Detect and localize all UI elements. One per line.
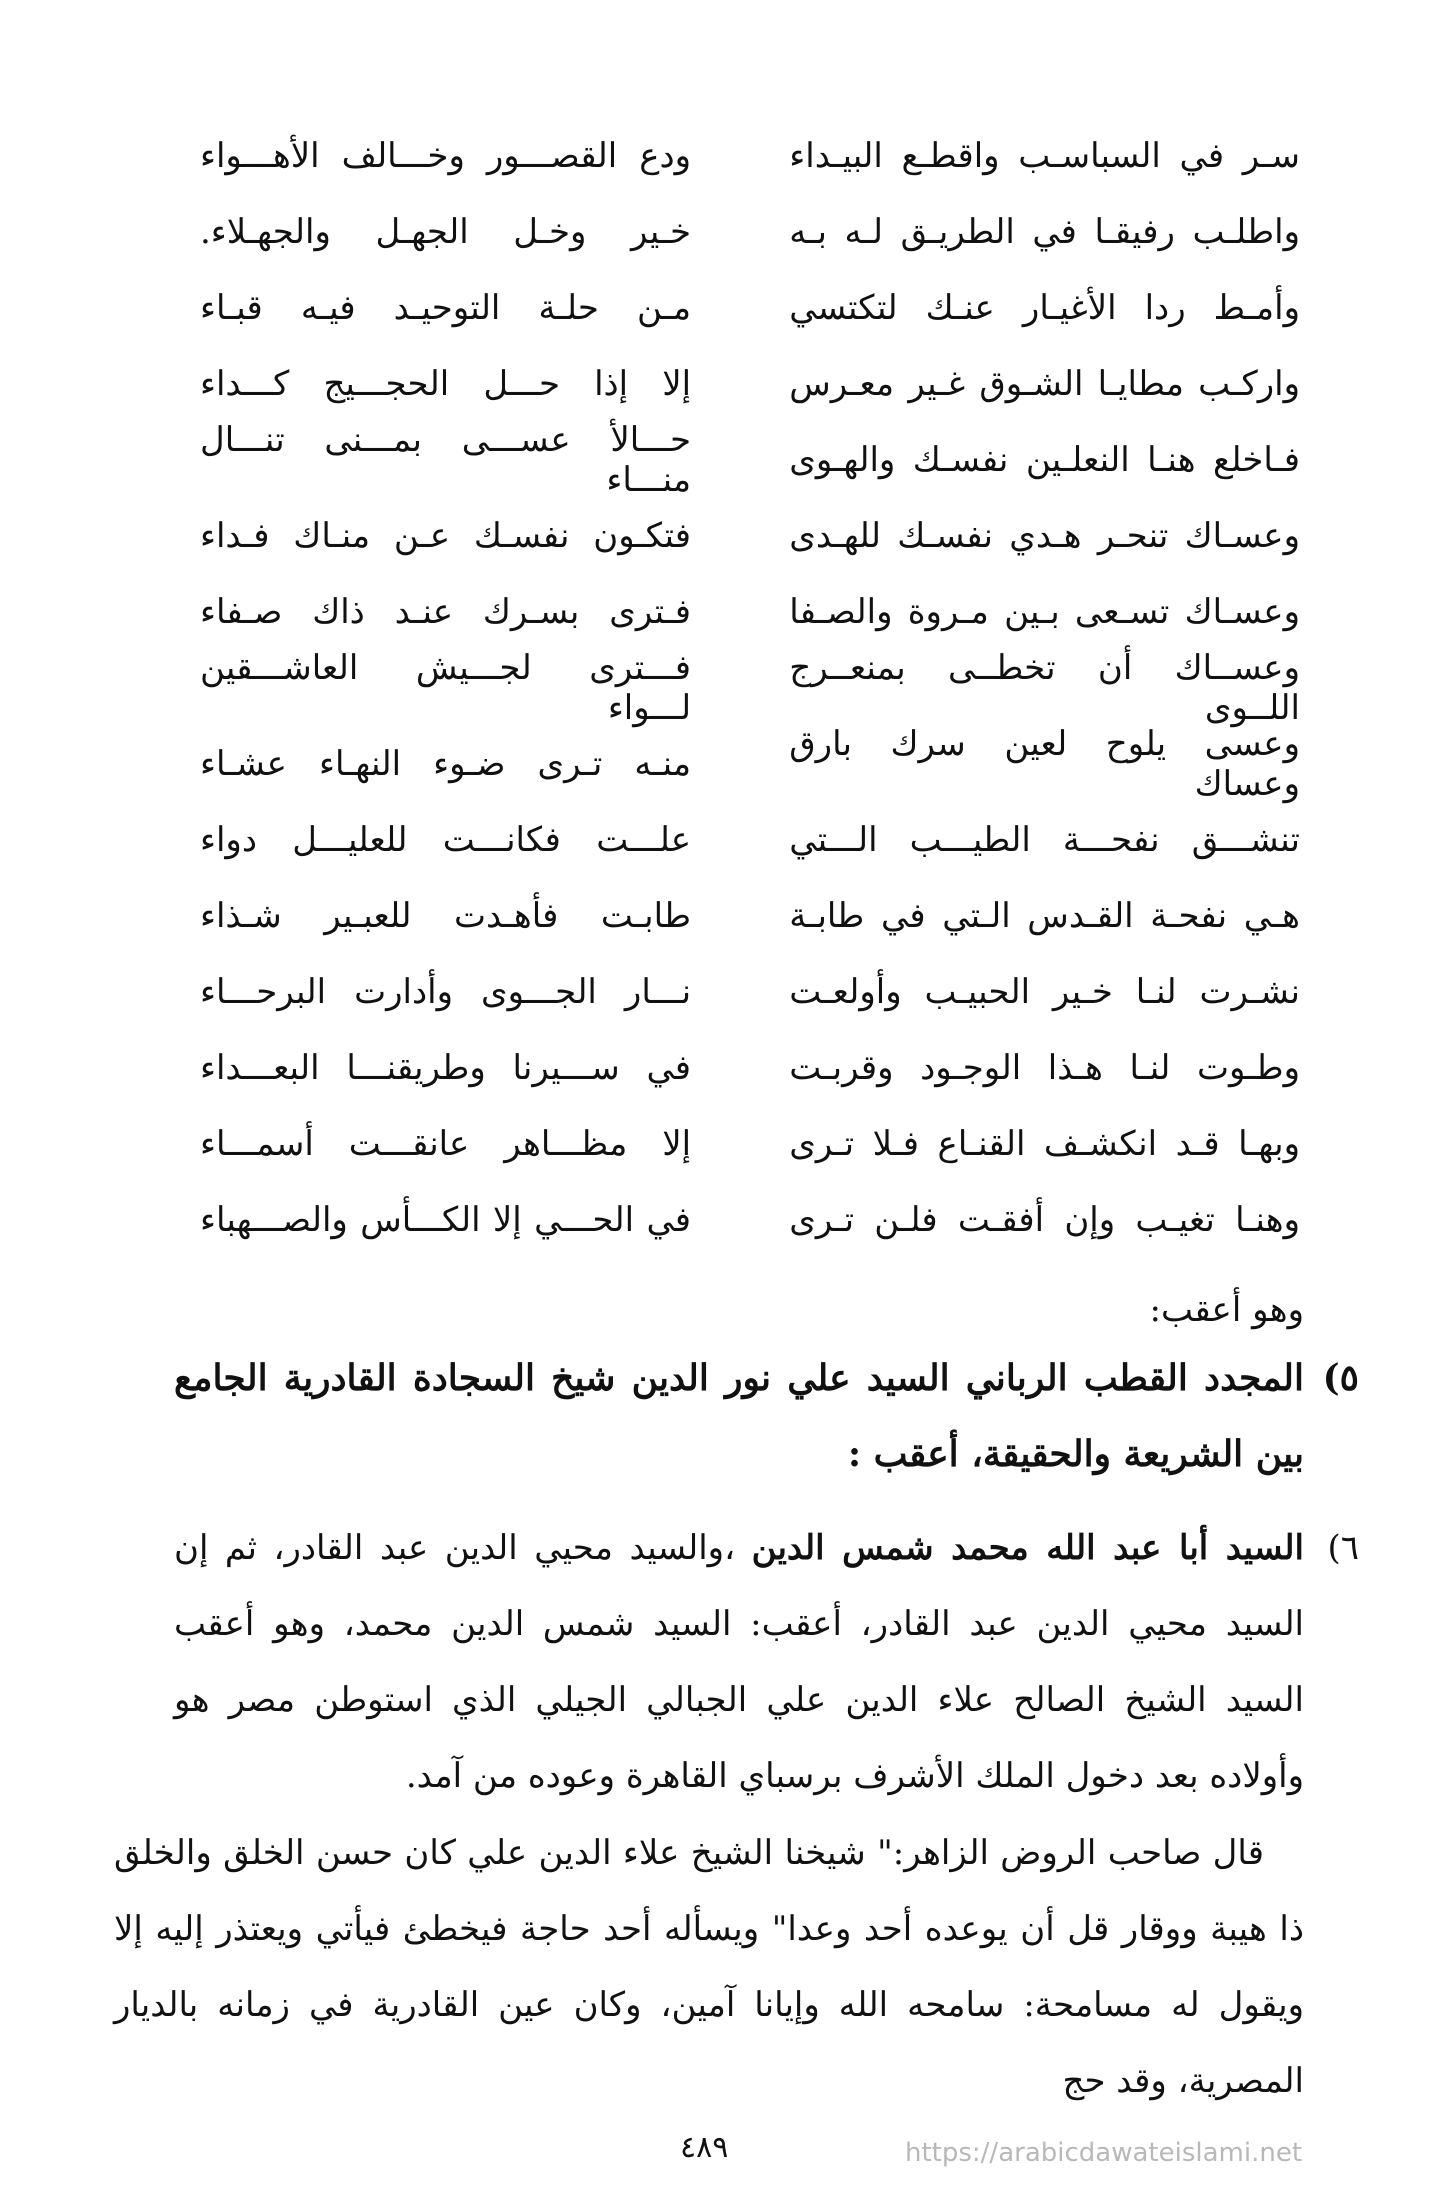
verse-first-hemistich: وعسـاك تسـعى بـين مـروة والصـفا bbox=[789, 592, 1300, 632]
item-text: المجدد القطب الرباني السيد علي نور الدين شيخ السجادة القادرية الجامع بين الشريعة والحقيقة، أعقب : bbox=[174, 1357, 1304, 1475]
verse-row bbox=[200, 1030, 1300, 1106]
verse-second-hemistich: طابـت فأهـدت للعبـير شـذاء bbox=[199, 896, 692, 936]
verse-first-hemistich: وطـوت لنـا هـذا الوجـود وقربـت bbox=[789, 1048, 1300, 1088]
verse-second-hemistich: فتكـون نفسـك عـن منـاك فـداء bbox=[199, 516, 692, 556]
verse-row bbox=[200, 878, 1300, 954]
verse-first-hemistich: وأمـط ردا الأغيـار عنـك لتكتسي bbox=[789, 288, 1300, 328]
verse-second-hemistich: نـــار الجـــوى وأدارت البرحـــاء bbox=[199, 972, 692, 1012]
verse-row bbox=[200, 1106, 1300, 1182]
watermark-url: https://arabicdawateislami.net bbox=[905, 2138, 1303, 2168]
verse-first-hemistich: سـر في السباسـب واقطـع البيـداء bbox=[789, 136, 1300, 176]
item-number: ٦) bbox=[1327, 1528, 1359, 1568]
verse-second-hemistich: مـن حلـة التوحيـد فيـه قبـاء bbox=[199, 288, 692, 328]
verse-second-hemistich: ودع القصـــور وخـــالف الأهـــواء bbox=[199, 136, 692, 176]
verse-row bbox=[200, 802, 1300, 878]
intro-line: وهو أعقب: bbox=[1149, 1290, 1304, 1330]
verse-second-hemistich: حـــالأ عســـى بمـــنى تنـــال منـــاء bbox=[199, 420, 692, 500]
verse-second-hemistich: فـترى بسـرك عنـد ذاك صـفاء bbox=[199, 592, 692, 632]
verse-second-hemistich: منـه تـرى ضـوء النهـاء عشـاء bbox=[199, 744, 692, 784]
verse-second-hemistich: فـــترى لجـــيش العاشـــقين لـــواء bbox=[199, 648, 692, 728]
verse-row bbox=[200, 346, 1300, 422]
verse-row bbox=[200, 726, 1300, 802]
verse-first-hemistich: واركـب مطايـا الشـوق غـير معـرس bbox=[789, 364, 1300, 404]
verse-row bbox=[200, 422, 1300, 498]
verse-first-hemistich: وعســاك أن تخطــى بمنعــرج اللــوى bbox=[789, 648, 1300, 728]
verse-first-hemistich: فـاخلع هنـا النعلـين نفسـك والهـوى bbox=[789, 440, 1300, 480]
verse-row bbox=[200, 650, 1300, 726]
verse-row bbox=[200, 498, 1300, 574]
verse-first-hemistich: تنشـــق نفحـــة الطيـــب الـــتي bbox=[789, 820, 1300, 860]
body-paragraph: قال صاحب الروض الزاهر:" شيخنا الشيخ علاء الدين علي كان حسن الخلق والخلق ذا هيبة ووقار قل أن يوعده أحد وعدا" ويسأله أحد حاجة فيخطئ فيأتي ويعتذر إليه إلا ويقول له مسامحة: سامحه الله وإيانا آمين، وكان عين القادرية في زمانه بالديار المصرية، وقد حج bbox=[114, 1833, 1304, 2101]
verse-row bbox=[200, 574, 1300, 650]
item-text: ،والسيد محيي الدين عبد القادر، ثم إن السيد محيي الدين عبد القادر، أعقب: السيد شمس الدين محمد، وهو أعقب السيد الشيخ الصالح علاء الدين علي الجبالي الجيلي الذي استوطن مصر هو وأولاده بعد دخول الملك الأشرف برسباي القاهرة وعوده من آمد. bbox=[174, 1528, 1304, 1796]
verse-first-hemistich: نشـرت لنـا خـير الحبيـب وأولعـت bbox=[789, 972, 1300, 1012]
verse-row bbox=[200, 194, 1300, 270]
verse-first-hemistich: وعسى يلوح لعين سرك بارق وعساك bbox=[789, 724, 1300, 804]
list-item-6 bbox=[174, 1510, 1359, 1814]
verse-second-hemistich: في الحـــي إلا الكـــأس والصـــهباء bbox=[199, 1200, 692, 1240]
verse-row bbox=[200, 954, 1300, 1030]
verse-first-hemistich: هـي نفحـة القـدس الـتي في طابـة bbox=[789, 896, 1300, 936]
poem bbox=[200, 118, 1300, 1258]
verse-first-hemistich: وعسـاك تنحـر هـدي نفسـك للهـدى bbox=[789, 516, 1300, 556]
verse-row bbox=[200, 1182, 1300, 1258]
verse-first-hemistich: وبهـا قـد انكشـف القنـاع فـلا تـرى bbox=[789, 1124, 1300, 1164]
verse-second-hemistich: خـير وخـل الجهـل والجهـلاء. bbox=[199, 212, 692, 252]
list-item-5 bbox=[174, 1340, 1359, 1492]
verse-first-hemistich: وهنـا تغيـب وإن أفقـت فلـن تـرى bbox=[789, 1200, 1300, 1240]
verse-second-hemistich: إلا إذا حـــل الحجـــيج كـــداء bbox=[199, 364, 692, 404]
verse-row bbox=[200, 270, 1300, 346]
verse-second-hemistich: علـــت فكانـــت للعليـــل دواء bbox=[199, 820, 692, 860]
item-bold-name: السيد أبا عبد الله محمد شمس الدين bbox=[751, 1528, 1304, 1568]
item-number: ٥) bbox=[1322, 1357, 1359, 1399]
verse-row bbox=[200, 118, 1300, 194]
verse-second-hemistich: إلا مظـــاهر عانقـــت أسمـــاء bbox=[199, 1124, 692, 1164]
page-number: ٤٨٩ bbox=[680, 2130, 729, 2165]
verse-second-hemistich: في ســـيرنا وطريقنـــا البعـــداء bbox=[199, 1048, 692, 1088]
verse-first-hemistich: واطلـب رفيقـا في الطريـق لـه بـه bbox=[789, 212, 1300, 252]
